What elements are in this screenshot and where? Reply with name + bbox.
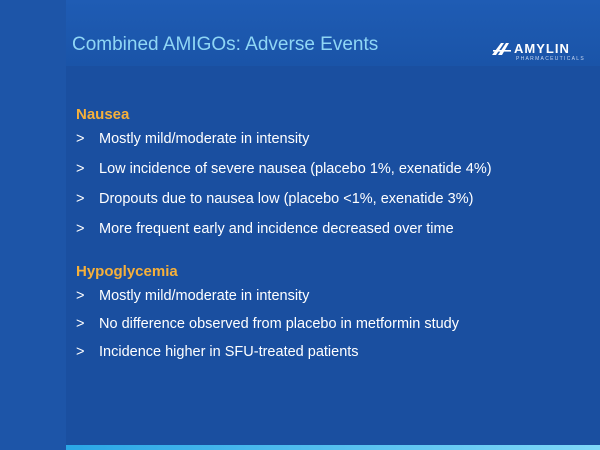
bullet-text: More frequent early and incidence decreased over time <box>99 221 454 237</box>
section-hypoglycemia <box>76 263 459 372</box>
section-heading: Hypoglycemia <box>76 263 178 280</box>
bullet-marker: > <box>76 344 85 360</box>
bullet-text: Mostly mild/moderate in intensity <box>99 131 310 147</box>
bullet-marker: > <box>76 161 85 177</box>
bullet-text: Mostly mild/moderate in intensity <box>99 288 310 304</box>
bullet-text: Low incidence of severe nausea (placebo 1%, exenatide 4%) <box>99 161 492 177</box>
bullet-text: Dropouts due to nausea low (placebo <1%, exenatide 3%) <box>99 191 474 207</box>
bullet-marker: > <box>76 131 85 147</box>
slide-title: Combined AMIGOs: Adverse Events <box>72 34 379 55</box>
bullet-item <box>76 221 492 251</box>
section-nausea <box>76 106 492 251</box>
bullet-list <box>76 288 459 372</box>
bullet-item <box>76 131 492 161</box>
bullet-text: Incidence higher in SFU-treated patients <box>99 344 359 360</box>
bullet-item <box>76 191 492 221</box>
amylin-logo-mark-icon <box>492 43 512 55</box>
left-strip <box>0 0 66 450</box>
company-logo <box>492 40 596 64</box>
section-heading: Nausea <box>76 106 130 123</box>
bullet-marker: > <box>76 191 85 207</box>
bullet-list <box>76 131 492 251</box>
bullet-text: No difference observed from placebo in metformin study <box>99 316 459 332</box>
bullet-item <box>76 288 459 316</box>
bullet-item <box>76 316 459 344</box>
bullet-item <box>76 344 459 372</box>
bottom-accent-line <box>66 445 600 450</box>
logo-subtitle: PHARMACEUTICALS <box>516 56 585 62</box>
bullet-marker: > <box>76 288 85 304</box>
bullet-marker: > <box>76 316 85 332</box>
bullet-item <box>76 161 492 191</box>
logo-wordmark: AMYLIN <box>514 41 570 56</box>
bullet-marker: > <box>76 221 85 237</box>
